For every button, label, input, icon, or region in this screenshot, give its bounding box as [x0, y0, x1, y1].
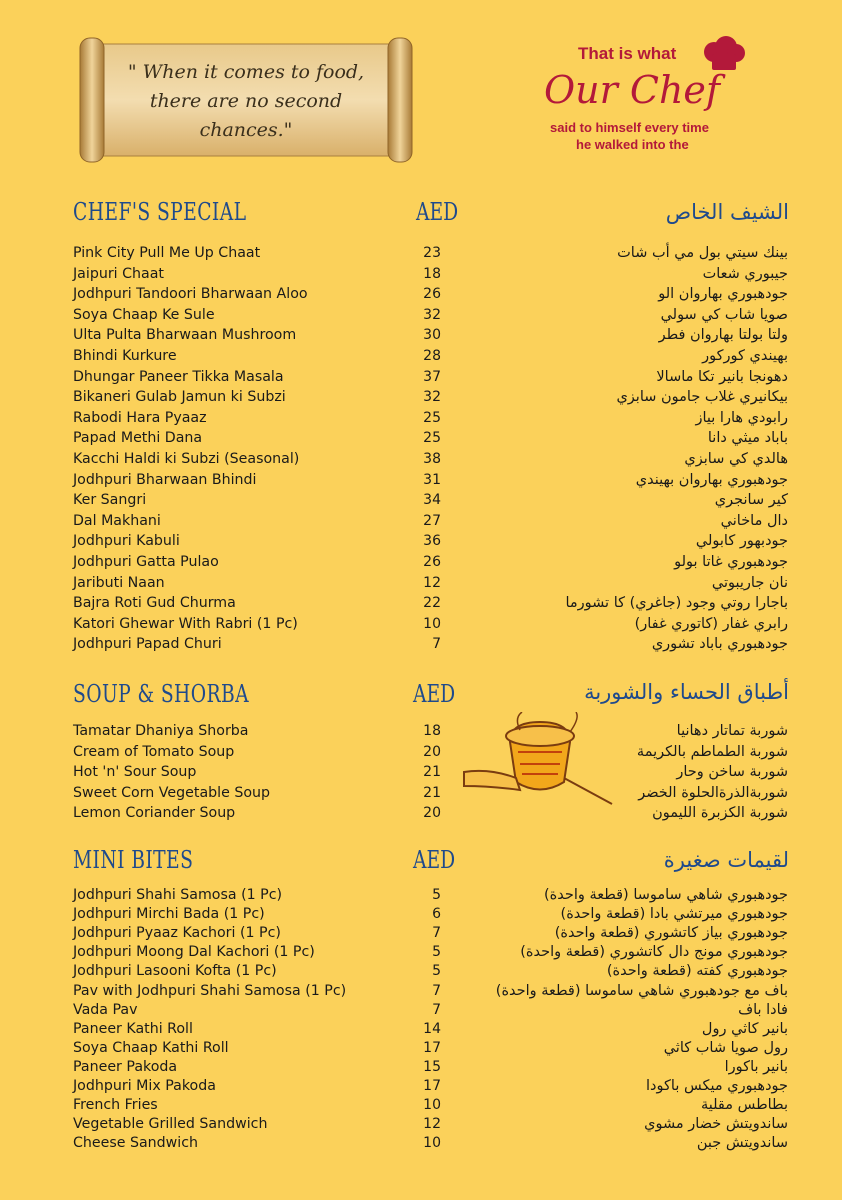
menu-item-name: Jaipuri Chaat [73, 265, 164, 282]
menu-item-name: Vada Pav [73, 1001, 138, 1018]
menu-item-name: Vegetable Grilled Sandwich [73, 1116, 268, 1133]
menu-item-price: 32 [423, 306, 441, 323]
brand-tagline-line1: said to himself every time [550, 120, 709, 135]
menu-item-name-arabic: جودهبوري بياز كاتشوري (قطعة واحدة) [554, 925, 788, 942]
menu-item-row [0, 1077, 842, 1097]
menu-item-name-arabic: جودهبوري بهاروان بهيندي [635, 471, 788, 488]
menu-item-name-arabic: جودبهور كابولي [695, 533, 788, 550]
menu-item-row [0, 326, 842, 346]
menu-item-price: 6 [432, 906, 441, 923]
menu-item-name-arabic: جيبوري شعات [702, 265, 788, 282]
menu-item-price: 34 [423, 492, 441, 509]
menu-item-price: 15 [423, 1058, 441, 1075]
menu-item-name: Katori Ghewar With Rabri (1 Pc) [73, 615, 298, 632]
menu-item-name-arabic: ولتا بولتا بهاروان فطر [658, 327, 788, 344]
menu-item-row [0, 512, 842, 532]
menu-item-row [0, 1020, 842, 1040]
brand-tagline-top: That is what [578, 44, 677, 63]
menu-item-price: 5 [432, 944, 441, 961]
menu-item-name: Pink City Pull Me Up Chaat [73, 245, 261, 261]
menu-item-row [0, 886, 842, 906]
menu-item-price: 30 [423, 327, 441, 344]
menu-item-row [0, 553, 842, 573]
menu-item-name-arabic: بطاطس مقلية [700, 1097, 788, 1114]
menu-item-name: Jodhpuri Lasooni Kofta (1 Pc) [73, 963, 277, 980]
menu-item-row [0, 1134, 842, 1154]
menu-item-name: Jodhpuri Pyaaz Kachori (1 Pc) [73, 925, 281, 942]
menu-item-price: 31 [423, 471, 441, 488]
menu-item-name-arabic: جودهبوري باباد تشوري [651, 636, 788, 653]
menu-item-name: Jodhpuri Gatta Pulao [73, 554, 219, 570]
menu-item-name: Cream of Tomato Soup [73, 743, 235, 760]
menu-item-name-arabic: جودهبوري شاهي ساموسا (قطعة واحدة) [543, 887, 788, 903]
menu-item-name: Ulta Pulta Bharwaan Mushroom [73, 327, 297, 344]
menu-item-name-arabic: ساندويتش جبن [696, 1135, 788, 1152]
menu-item-price: 21 [423, 764, 441, 781]
menu-item-name-arabic: باجارا روتي وجود (جاغري) كا تشورما [565, 595, 788, 612]
menu-item-price: 38 [423, 451, 441, 467]
menu-item-name-arabic: هالدي كي سابزي [684, 451, 788, 467]
menu-item-price: 14 [423, 1020, 441, 1037]
menu-item-price: 10 [423, 1135, 441, 1152]
menu-item-name: Hot 'n' Sour Soup [73, 764, 197, 781]
menu-item-name-arabic: جودهبوري كفته (قطعة واحدة) [606, 963, 788, 980]
menu-item-row [0, 924, 842, 944]
menu-item-price: 10 [423, 1097, 441, 1114]
menu-item-row [0, 429, 842, 449]
menu-item-name-arabic: باباد ميثي دانا [707, 430, 788, 447]
menu-item-row [0, 1001, 842, 1021]
menu-item-name-arabic: دهونجا بانير تكا ماسالا [656, 368, 788, 385]
menu-item-name: Bhindi Kurkure [73, 348, 177, 364]
menu-item-price: 12 [423, 574, 441, 591]
menu-item-price: 7 [432, 925, 441, 942]
menu-item-row [0, 1096, 842, 1116]
menu-item-price: 21 [423, 784, 441, 801]
menu-item-price: 7 [432, 982, 441, 999]
menu-item-row [0, 347, 842, 367]
menu-item-name-arabic: دال ماخاني [720, 512, 788, 529]
brand-tagline-line2: he walked into the [576, 137, 689, 152]
menu-item-name-arabic: جودهبوري مونج دال كاتشوري (قطعة واحدة) [520, 944, 788, 961]
menu-item-name-arabic: بانير كاثي رول [701, 1020, 788, 1037]
menu-item-price: 5 [432, 963, 441, 980]
menu-item-name-arabic: صويا شاب كي سولي [660, 306, 788, 323]
menu-item-row [0, 635, 842, 655]
menu-item-name: Dal Makhani [73, 512, 161, 529]
menu-item-name-arabic: رابري غفار (كاتوري غفار) [634, 615, 788, 632]
menu-item-row [0, 491, 842, 511]
menu-item-price: 12 [423, 1116, 441, 1133]
section-title: MINI BITES [73, 846, 194, 874]
menu-item-name: Bikaneri Gulab Jamun ki Subzi [73, 389, 286, 406]
menu-item-name: Jaributi Naan [73, 574, 165, 591]
menu-item-name-arabic: رول صويا شاب كاثي [663, 1039, 788, 1056]
menu-item-price: 5 [432, 887, 441, 903]
menu-item-name: Jodhpuri Kabuli [73, 533, 180, 550]
menu-item-name: Kacchi Haldi ki Subzi (Seasonal) [73, 451, 300, 467]
menu-item-row [0, 244, 842, 264]
menu-item-price: 18 [423, 723, 441, 739]
menu-item-name-arabic: بهيندي كوركور [702, 348, 788, 364]
menu-item-name: Rabodi Hara Pyaaz [73, 409, 207, 426]
menu-item-price: 17 [423, 1039, 441, 1056]
menu-item-name: Lemon Coriander Soup [73, 805, 236, 822]
menu-item-row [0, 532, 842, 552]
menu-item-row [0, 1115, 842, 1135]
menu-item-row [0, 450, 842, 470]
menu-item-name: Sweet Corn Vegetable Soup [73, 784, 271, 801]
menu-item-price: 37 [423, 368, 441, 385]
menu-item-row [0, 804, 842, 824]
menu-item-price: 22 [423, 595, 441, 612]
menu-item-name-arabic: باف مع جودهبوري شاهي ساموسا (قطعة واحدة) [495, 982, 788, 999]
menu-item-name: Soya Chaap Ke Sule [73, 306, 215, 323]
menu-item-row [0, 368, 842, 388]
section-title-arabic: أطباق الحساء والشوربة [584, 680, 789, 704]
menu-item-name-arabic: شوربةالذرةالحلوة الخضر [638, 784, 788, 801]
menu-item-name-arabic: شوربة تماتار دهانيا [676, 723, 788, 739]
menu-item-name: Jodhpuri Mirchi Bada (1 Pc) [73, 906, 265, 923]
menu-item-name-arabic: بينك سيتي بول مي أب شات [617, 245, 788, 261]
menu-item-name-arabic: فادا باف [738, 1001, 788, 1018]
menu-item-price: 7 [432, 636, 441, 653]
brand-logo [540, 36, 770, 166]
menu-item-row [0, 285, 842, 305]
menu-item-name: Jodhpuri Tandoori Bharwaan Aloo [73, 286, 308, 303]
menu-item-name: Ker Sangri [73, 492, 147, 509]
menu-item-row [0, 905, 842, 925]
menu-item-row [0, 743, 842, 763]
menu-item-row [0, 784, 842, 804]
currency-label: AED [416, 198, 459, 226]
menu-item-name: Paneer Pakoda [73, 1058, 178, 1075]
menu-item-price: 25 [423, 430, 441, 447]
menu-item-name-arabic: جودهبوري غاتا بولو [674, 554, 788, 570]
menu-item-price: 26 [423, 554, 441, 570]
menu-item-row [0, 574, 842, 594]
section-title: CHEF'S SPECIAL [73, 198, 247, 226]
menu-item-row [0, 471, 842, 491]
menu-item-price: 36 [423, 533, 441, 550]
menu-item-price: 28 [423, 348, 441, 364]
section-title-arabic: الشيف الخاص [665, 200, 789, 224]
menu-item-name: Pav with Jodhpuri Shahi Samosa (1 Pc) [73, 982, 347, 999]
menu-item-name: Dhungar Paneer Tikka Masala [73, 368, 284, 385]
menu-item-price: 10 [423, 615, 441, 632]
section-title: SOUP & SHORBA [73, 680, 250, 708]
menu-item-name: Bajra Roti Gud Churma [73, 595, 236, 612]
menu-item-name-arabic: رابودي هارا بياز [695, 409, 788, 426]
menu-item-price: 17 [423, 1078, 441, 1094]
menu-item-name: Jodhpuri Bharwaan Bhindi [73, 471, 257, 488]
menu-item-name: Cheese Sandwich [73, 1135, 199, 1152]
quote-scroll [78, 36, 414, 164]
menu-item-row [0, 763, 842, 783]
menu-item-price: 23 [423, 245, 441, 261]
menu-item-name: Paneer Kathi Roll [73, 1020, 193, 1037]
soup-pot-illustration [460, 712, 620, 812]
menu-item-name-arabic: نان جاريبوتي [711, 574, 788, 591]
menu-item-name-arabic: بيكانيري غلاب جامون سابزي [616, 389, 788, 406]
section-title-arabic: لقيمات صغيرة [663, 848, 789, 872]
menu-item-name-arabic: ساندويتش خضار مشوي [644, 1116, 788, 1133]
menu-item-name-arabic: بانير باكورا [724, 1058, 788, 1075]
menu-item-row [0, 1039, 842, 1059]
currency-label: AED [413, 680, 456, 708]
menu-item-row [0, 615, 842, 635]
menu-item-name: Papad Methi Dana [73, 430, 203, 447]
menu-item-price: 18 [423, 265, 441, 282]
menu-item-name: Tamatar Dhaniya Shorba [73, 723, 249, 739]
menu-item-row [0, 265, 842, 285]
menu-item-name-arabic: كير سانجري [714, 492, 788, 509]
menu-item-price: 27 [423, 512, 441, 529]
menu-item-name-arabic: شوربة الطماطم بالكريمة [636, 743, 788, 760]
menu-item-price: 20 [423, 743, 441, 760]
menu-item-row [0, 409, 842, 429]
menu-item-price: 7 [432, 1001, 441, 1018]
menu-item-name: Jodhpuri Moong Dal Kachori (1 Pc) [73, 944, 315, 961]
menu-item-row [0, 388, 842, 408]
menu-item-name: Jodhpuri Shahi Samosa (1 Pc) [73, 887, 283, 903]
menu-item-price: 32 [423, 389, 441, 406]
quote-text: " When it comes to food, there are no second chances." [127, 61, 365, 141]
menu-item-row [0, 982, 842, 1002]
menu-item-name-arabic: شوربة الكزبرة الليمون [652, 805, 788, 822]
menu-item-name: French Fries [73, 1097, 158, 1114]
menu-item-name-arabic: جودهبوري ميكس باكودا [646, 1078, 788, 1094]
menu-item-name-arabic: جودهبوري ميرتشي بادا (قطعة واحدة) [560, 906, 788, 923]
menu-item-row [0, 722, 842, 742]
menu-item-name: Jodhpuri Mix Pakoda [73, 1078, 216, 1094]
menu-item-row [0, 594, 842, 614]
menu-item-row [0, 306, 842, 326]
menu-item-row [0, 1058, 842, 1078]
currency-label: AED [413, 846, 456, 874]
menu-item-price: 26 [423, 286, 441, 303]
menu-item-name-arabic: شوربة ساخن وحار [676, 764, 788, 781]
brand-name: Our Chef [544, 68, 720, 112]
menu-item-name-arabic: جودهبوري بهاروان الو [658, 286, 788, 303]
menu-item-name: Soya Chaap Kathi Roll [73, 1039, 229, 1056]
menu-item-price: 20 [423, 805, 441, 822]
menu-item-row [0, 943, 842, 963]
menu-item-price: 25 [423, 409, 441, 426]
menu-item-row [0, 962, 842, 982]
menu-item-name: Jodhpuri Papad Churi [73, 636, 222, 653]
